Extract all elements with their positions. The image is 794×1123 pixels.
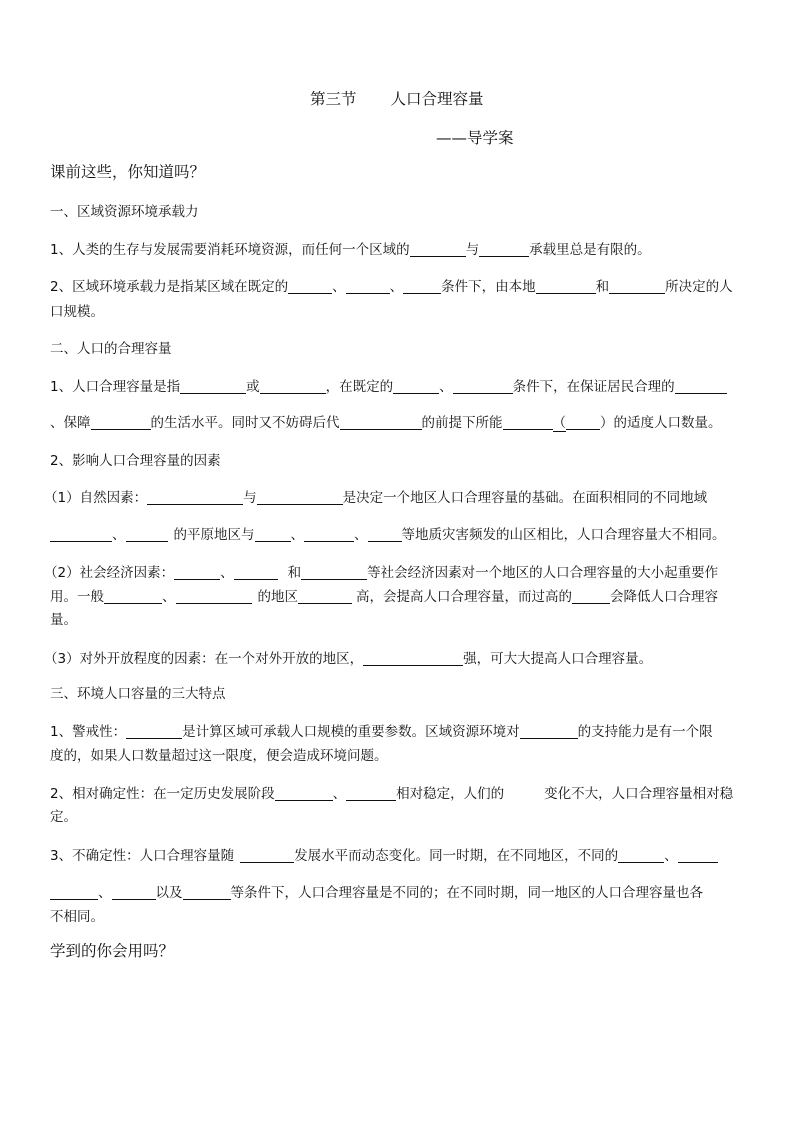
- text: 、: [664, 848, 678, 864]
- fill-blank[interactable]: [520, 725, 578, 739]
- text: 发展水平而动态变化。同一时期，在不同地区，不同的: [294, 848, 619, 864]
- s3-line-2: 度的，如果人口数量超过这一限度，便会造成环境问题。: [50, 748, 388, 764]
- text: 的前提下所能: [421, 415, 503, 431]
- fill-blank[interactable]: [346, 787, 396, 801]
- title-topic: 人口合理容量: [390, 90, 484, 108]
- text: 是决定一个地区人口合理容量的基础。在面积相同的不同地域: [342, 490, 708, 506]
- fill-blank[interactable]: [50, 886, 98, 900]
- fill-blank[interactable]: [368, 528, 402, 542]
- text: 和: [287, 565, 302, 581]
- fill-blank[interactable]: [503, 416, 553, 430]
- text: 、: [112, 527, 126, 543]
- fill-blank[interactable]: [174, 566, 220, 580]
- fill-blank[interactable]: [609, 280, 665, 294]
- title-section: 第三节: [310, 90, 357, 108]
- page-subtitle: ——导学案: [436, 129, 514, 147]
- fill-blank[interactable]: [572, 590, 610, 604]
- s3-line-5: [50, 849, 718, 864]
- text: 等条件下，人口合理容量是不同的；在不同时期，同一地区的人口合理容量也各: [230, 885, 703, 901]
- s2-line-9: [44, 652, 652, 667]
- text: ，在既定的: [325, 379, 394, 395]
- s1-line-1: [50, 243, 651, 258]
- text: 1、人类的生存与发展需要消耗环境资源，而任何一个区域的: [50, 242, 410, 258]
- fill-blank[interactable]: [50, 528, 112, 542]
- fill-blank[interactable]: [126, 528, 168, 542]
- page-title: [310, 92, 484, 108]
- text: 、: [439, 379, 453, 395]
- fill-blank[interactable]: [240, 849, 294, 863]
- text: 的支持能力是有一个限: [577, 724, 713, 740]
- text: 会降低人口合理容: [610, 589, 718, 605]
- text: （1）自然因素：: [44, 490, 148, 506]
- fill-blank[interactable]: [104, 590, 162, 604]
- s2-line-5: [50, 528, 726, 543]
- text: 用。一般: [50, 589, 104, 605]
- text: 、: [98, 885, 112, 901]
- fill-blank[interactable]: [176, 590, 252, 604]
- s2-line-4: [44, 491, 707, 506]
- fill-blank[interactable]: [304, 528, 354, 542]
- section-heading-3: 三、环境人口容量的三大特点: [50, 686, 226, 702]
- text: （2）社会经济因素：: [44, 565, 175, 581]
- fill-blank[interactable]: [147, 491, 243, 505]
- s2-line-7: [50, 590, 718, 605]
- text: 是计算区域可承载人口规模的重要参数。区域资源环境对: [182, 724, 520, 740]
- text: 2、区域环境承载力是指某区域在既定的: [50, 279, 289, 295]
- fill-blank[interactable]: [479, 243, 529, 257]
- text: 的平原地区与: [173, 527, 255, 543]
- text: 、: [290, 527, 304, 543]
- text: 等地质灾害频发的山区相比，人口合理容量大不相同。: [401, 527, 726, 543]
- s3-line-3: [50, 787, 733, 802]
- fill-blank[interactable]: [678, 849, 718, 863]
- fill-blank[interactable]: [275, 787, 333, 801]
- text: 与: [243, 490, 257, 506]
- fill-blank[interactable]: [183, 886, 231, 900]
- fill-blank[interactable]: [301, 566, 367, 580]
- text: 高，会提高人口合理容量，而过高的: [356, 589, 572, 605]
- fill-blank[interactable]: [453, 380, 513, 394]
- text: ）的适度人口数量。: [600, 415, 722, 431]
- fill-blank[interactable]: [257, 491, 343, 505]
- s3-line-7: 不相同。: [50, 909, 104, 925]
- preview-heading: 课前这些，你知道吗？: [50, 163, 206, 181]
- text: （3）对外开放程度的因素：在一个对外开放的地区，: [44, 651, 364, 667]
- s3-line-6: [50, 886, 703, 901]
- text: 与: [465, 242, 480, 258]
- fill-blank[interactable]: [91, 416, 151, 430]
- fill-blank[interactable]: [675, 380, 727, 394]
- text: 条件下，在保证居民合理的: [512, 379, 675, 395]
- fill-blank[interactable]: [403, 280, 441, 294]
- text: 、: [332, 786, 347, 802]
- fill-blank[interactable]: [298, 590, 352, 604]
- text: 、: [354, 527, 368, 543]
- fill-blank[interactable]: [112, 886, 156, 900]
- s2-line-3: 2、影响人口合理容量的因素: [50, 453, 221, 469]
- s1-line-2: [50, 280, 733, 295]
- text: 、: [162, 589, 176, 605]
- s3-line-1: [50, 725, 713, 740]
- fill-blank[interactable]: [340, 416, 422, 430]
- fill-blank[interactable]: [260, 380, 326, 394]
- fill-blank[interactable]: [363, 652, 463, 666]
- fill-blank[interactable]: [536, 280, 596, 294]
- text: 承载里总是有限的。: [529, 242, 651, 258]
- fill-blank[interactable]: [410, 243, 466, 257]
- text: 、: [332, 279, 346, 295]
- practice-heading: 学到的你会用吗？: [50, 942, 175, 960]
- s2-line-8: 量。: [50, 612, 77, 628]
- text: 相对稳定，人们的: [396, 786, 505, 802]
- text: 强，可大大提高人口合理容量。: [463, 651, 653, 667]
- text: 所决定的人: [665, 279, 733, 295]
- s2-line-6: [44, 566, 718, 581]
- text: 的生活水平。同时又不妨碍后代: [150, 415, 340, 431]
- text: 以及: [155, 885, 183, 901]
- text: 、: [220, 565, 234, 581]
- fill-blank[interactable]: [346, 280, 390, 294]
- section-heading-1: 一、区域资源环境承载力: [50, 204, 199, 220]
- text: 、: [389, 279, 404, 295]
- text: 变化不大，人口合理容量相对稳: [544, 786, 734, 802]
- section-heading-2: 二、人口的合理容量: [50, 341, 172, 357]
- fill-blank[interactable]: [566, 416, 600, 430]
- text: 和: [595, 279, 610, 295]
- fill-blank[interactable]: [618, 849, 664, 863]
- text: 1、警戒性：: [50, 724, 127, 740]
- s1-line-3: 口规模。: [50, 304, 104, 320]
- s2-line-1: [50, 380, 727, 395]
- text: 1、人口合理容量是指: [50, 379, 181, 395]
- fill-blank[interactable]: [393, 380, 439, 394]
- fill-blank[interactable]: [126, 725, 182, 739]
- text: 2、相对确定性：在一定历史发展阶段: [50, 786, 275, 802]
- text: （: [552, 415, 566, 431]
- text: 等社会经济因素对一个地区的人口合理容量的大小起重要作: [367, 565, 719, 581]
- s3-line-4: 定。: [50, 809, 77, 825]
- fill-blank[interactable]: [288, 280, 332, 294]
- text: 、保障: [50, 415, 91, 431]
- text: 条件下，由本地: [441, 279, 536, 295]
- fill-blank[interactable]: [255, 528, 291, 542]
- fill-blank[interactable]: [234, 566, 278, 580]
- fill-blank[interactable]: [180, 380, 246, 394]
- text: 的地区: [257, 589, 298, 605]
- text: 3、不确定性：人口合理容量随: [50, 848, 235, 864]
- s2-line-2: [50, 416, 722, 431]
- text: 或: [246, 379, 260, 395]
